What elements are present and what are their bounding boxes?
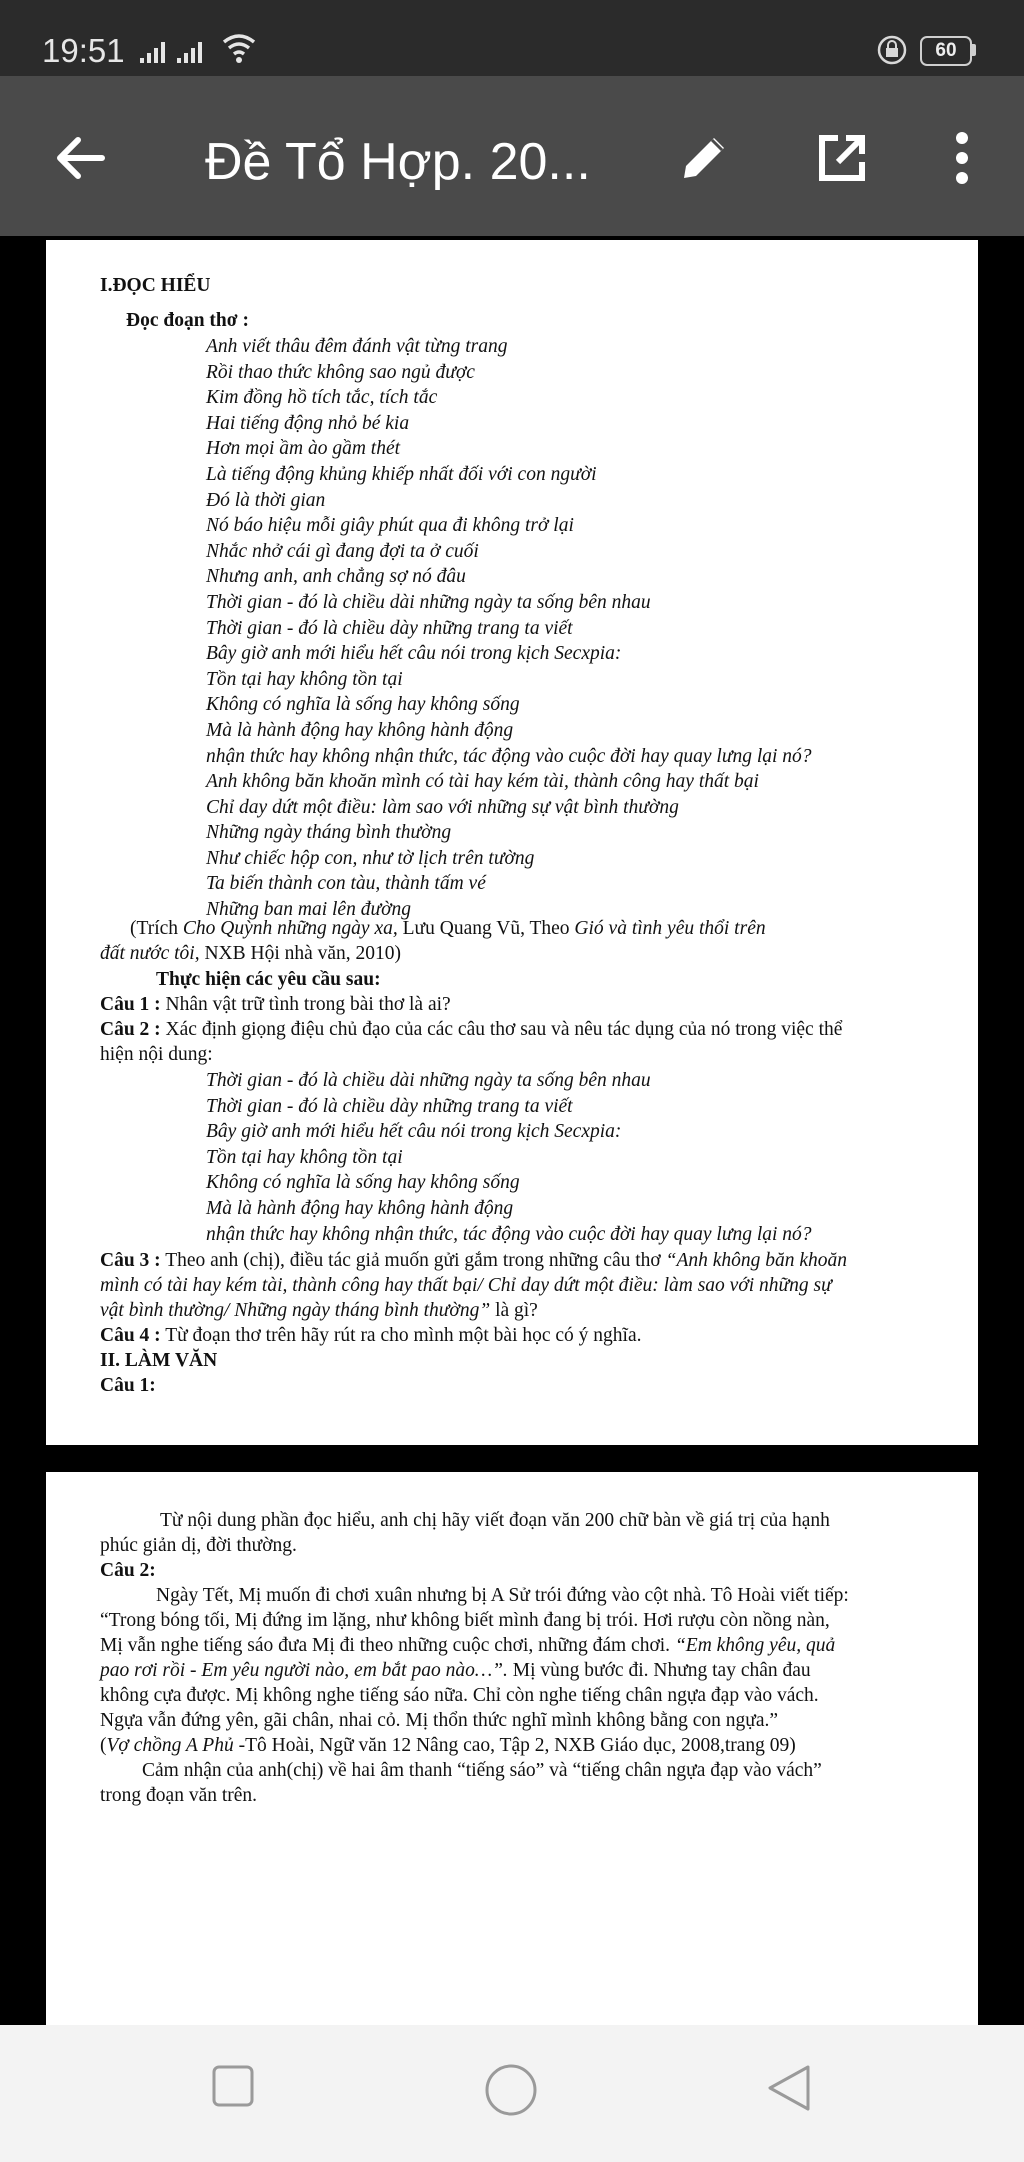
poem-line: Bây giờ anh mới hiểu hết câu nói trong kịch Secxpia: [206,643,622,665]
passage-source-open: ( [100,1735,107,1756]
poem-line: Kim đồng hồ tích tắc, tích tắc [206,387,438,409]
tasks-title: Thực hiện các yêu cầu sau: [156,969,381,990]
passage-line4-b: Mị vùng bước đi. Nhưng tay chân đau [507,1660,811,1681]
q3-quote-2: mình có tài hay kém tài, thành công hay thất bại/ Chỉ day dứt một điều: làm sao với những sự [100,1275,832,1296]
pdf-page-2 [46,1472,978,2032]
q3-line-3 [100,1298,538,1324]
essay-task-line1: Cảm nhận của anh(chị) về hai âm thanh “tiếng sáo” và “tiếng chân ngựa đạp vào vách” [142,1760,822,1781]
q4-text: Từ đoạn thơ trên hãy rút ra cho mình một bài học có ý nghĩa. [160,1325,642,1346]
screen-lock-icon [876,34,908,66]
passage-source [100,1733,796,1759]
question-1 [100,992,451,1018]
back-arrow-icon[interactable] [48,126,112,190]
q2-label: Câu 2 : [100,1019,161,1040]
status-time: 19:51 [42,32,125,69]
poem-line: Những ngày tháng bình thường [206,822,452,844]
poem-line: Anh viết thâu đêm đánh vật từng trang [206,336,508,357]
poem-line: Những ban mai lên đường [206,899,412,921]
question-3 [100,1248,847,1274]
more-options-icon[interactable] [930,126,994,190]
document-title: Đề Tổ Hợp. 20... [205,133,591,191]
intro-line: Đọc đoạn thơ : [126,310,249,331]
q2-text: Xác định giọng điệu chủ đạo của các câu thơ sau và nêu tác dụng của nó trong việc thể [160,1019,843,1040]
q3-quote-1: “Anh không băn khoăn [665,1250,848,1271]
passage-source-rest: -Tô Hoài, Ngữ văn 12 Nâng cao, Tập 2, NXB Giáo dục, 2008,trang 09) [233,1735,796,1756]
poem-line: Ta biến thành con tàu, thành tấm vé [206,873,486,895]
passage-line3-a: Mị vẫn nghe tiếng sáo đưa Mị đi theo những cuộc chơi, những đám chơi. [100,1635,675,1656]
source-collection-end: đất nước tôi, [100,943,200,964]
poem-block [206,334,812,923]
source-publisher: NXB Hội nhà văn, 2010) [199,943,402,964]
poem-line: Như chiếc hộp con, như tờ lịch trên tường [206,847,535,869]
pdf-page-1 [46,240,978,1445]
poem-line: Đó là thời gian [206,489,326,511]
passage-line2: “Trong bóng tối, Mị đứng im lặng, như không biết mình đang bị trói. Hơi rượu còn nồng nàn, [100,1610,830,1631]
poem-line: nhận thức hay không nhận thức, tác động vào cuộc đời hay quay lưng lại nó? [206,745,812,767]
poem-line: Nhưng anh, anh chẳng sợ nó đâu [206,566,466,588]
passage-line6: Ngựa vẫn đứng yên, gãi chân, nhai cỏ. Mị thổn thức nghĩ mình không bằng con ngựa.” [100,1710,779,1731]
poem-line: Nhắc nhở cái gì đang đợi ta ở cuối [206,540,479,562]
question-2 [100,1017,842,1043]
back-triangle-icon[interactable] [766,2063,812,2113]
recent-apps-icon[interactable] [210,2063,256,2109]
poem-line: Mà là hành động hay không hành động [206,719,514,741]
edit-pencil-icon[interactable] [672,126,736,190]
battery-tip [972,44,976,56]
section2-title: II. LÀM VĂN [100,1350,218,1371]
section1-title: I.ĐỌC HIỂU [100,275,211,296]
source-line2 [100,941,401,967]
poem-line: Chỉ day dứt một điều: làm sao với những sự vật bình thường [206,796,679,818]
essay-q2-label: Câu 2: [100,1560,156,1581]
q3-end: là gì? [490,1300,538,1321]
passage-line4 [100,1658,811,1684]
poem-line: Nó báo hiệu mỗi giây phút qua đi không trở lại [206,515,574,537]
poem-line: nhận thức hay không nhận thức, tác động vào cuộc đời hay quay lưng lại nó? [206,1223,812,1245]
battery-indicator: 60 [920,36,972,66]
source-prefix: (Trích [130,918,183,939]
source-collection: Gió và tình yêu thổi trên [574,918,766,939]
wifi-icon [222,32,256,64]
app-toolbar [0,76,1024,236]
poem-line: Không có nghĩa là sống hay không sống [206,694,520,716]
system-nav-bar [0,2025,1024,2162]
essay-task-line2: trong đoạn văn trên. [100,1785,258,1806]
status-bar [0,0,1024,76]
passage-line3-b: “Em không yêu, quả [674,1635,836,1656]
poem-line: Anh không băn khoăn mình có tài hay kém tài, thành công hay thất bại [206,771,759,793]
poem-line: Thời gian - đó là chiều dày những trang ta viết [206,617,573,639]
q3-text: Theo anh (chị), điều tác giả muốn gửi gắm trong những câu thơ [160,1250,666,1271]
question-4 [100,1323,642,1349]
poem-line: Thời gian - đó là chiều dài những ngày ta sống bên nhau [206,1070,651,1091]
poem-line: Không có nghĩa là sống hay không sống [206,1172,520,1194]
question-2-cont: hiện nội dung: [100,1044,213,1065]
source-line1 [130,916,766,942]
q1-text: Nhân vật trữ tình trong bài thơ là ai? [160,994,451,1015]
poem-line: Tồn tại hay không tồn tại [206,668,403,690]
passage-line3 [100,1633,835,1659]
poem-line: Hai tiếng động nhỏ bé kia [206,412,410,434]
essay-q1-line1: Từ nội dung phần đọc hiểu, anh chị hãy viết đoạn văn 200 chữ bàn về giá trị của hạnh [160,1510,830,1531]
q1-label: Câu 1 : [100,994,161,1015]
q2-poem-block [206,1068,812,1247]
poem-line: Hơn mọi ầm ào gầm thét [206,438,401,460]
poem-line: Mà là hành động hay không hành động [206,1197,514,1219]
poem-line: Bây giờ anh mới hiểu hết câu nói trong kịch Secxpia: [206,1121,622,1143]
poem-line: Rồi thao thức không sao ngủ được [206,361,475,383]
passage-line4-a: pao rơi rồi - Em yêu người nào, em bắt pao nào…”. [100,1660,508,1681]
poem-line: Thời gian - đó là chiều dài những ngày ta sống bên nhau [206,591,651,613]
q3-quote-3: vật bình thường/ Những ngày tháng bình thường” [100,1300,491,1321]
essay-q1-line2: phúc giản dị, đời thường. [100,1535,297,1556]
poem-line: Là tiếng động khủng khiếp nhất đối với con người [206,463,597,485]
signal-icon [140,38,214,64]
passage-line1: Ngày Tết, Mị muốn đi chơi xuân nhưng bị A Sử trói đứng vào cột nhà. Tô Hoài viết tiếp: [156,1585,849,1606]
essay-q1-label: Câu 1: [100,1375,156,1396]
poem-line: Thời gian - đó là chiều dày những trang ta viết [206,1095,573,1117]
poem-line: Tồn tại hay không tồn tại [206,1146,403,1168]
source-work: Cho Quỳnh những ngày xa, [182,918,398,939]
q3-label: Câu 3 : [100,1250,161,1271]
open-external-icon[interactable] [810,126,874,190]
passage-line5: không cựa được. Mị không nghe tiếng sáo nữa. Chỉ còn nghe tiếng chân ngựa đạp vào vách. [100,1685,819,1706]
passage-source-work: Vợ chồng A Phủ [106,1735,234,1756]
source-author: Lưu Quang Vũ, Theo [397,918,575,939]
home-icon[interactable] [484,2063,538,2117]
q4-label: Câu 4 : [100,1325,161,1346]
